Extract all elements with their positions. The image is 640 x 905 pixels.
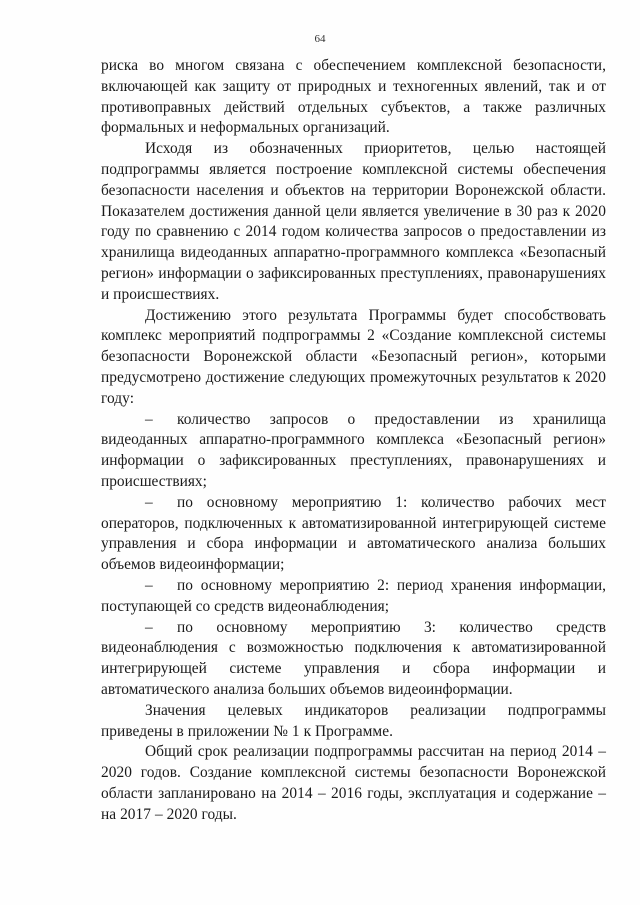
list-item [101, 618, 606, 701]
list-item-text: по основному мероприятию 2: период хранения информации, поступающей со средств видеонаблюдения; [101, 576, 606, 615]
list-marker: – [145, 410, 153, 428]
list-item [101, 410, 606, 493]
paragraph-duration: Общий срок реализации подпрограммы рассчитан на период 2014 – 2020 годов. Создание комплексной системы безопасности Воронежской области запланировано на 2014 – 2016 годы, эксплуатация и содержание – на 2017 – 2020 годы. [101, 743, 606, 823]
paragraph-indicators: Значения целевых индикаторов реализации подпрограммы приведены в приложении № 1 к Программе. [101, 701, 606, 740]
list-marker: – [145, 618, 153, 636]
list-item-text: количество запросов о предоставлении из хранилища видеоданных аппаратно-программного комплекса «Безопасный регион» информации о зафиксированных преступлениях, правонарушениях и происшествиях; [101, 410, 606, 490]
paragraph-continuation: риска во многом связана с обеспечением комплексной безопасности, включающей как защиту от природных и техногенных явлений, так и от противоправных действий отдельных субъектов, а также различных формальных и неформальных организаций. [101, 57, 606, 137]
list-item-text: по основному мероприятию 3: количество средств видеонаблюдения с возможностью подключения к автоматизированной интегрирующей системе управления и сбора информации и автоматического анализа больших объемов видеоинформации. [101, 618, 606, 698]
list-item [101, 576, 606, 618]
paragraph-goal: Исходя из обозначенных приоритетов, целью настоящей подпрограммы является построение комплексной системы обеспечения безопасности населения и объектов на территории Воронежской области. Показателем достижения данной цели является увеличение в 30 раз к 2020 году по сравнению с 2014 годом количества запросов о предоставлении из хранилища видеоданных аппаратно-программного комплекса «Безопасный регион» информации о зафиксированных преступлениях, правонарушениях и происшествиях. [101, 140, 606, 303]
document-body [101, 56, 606, 825]
list-marker: – [145, 576, 153, 594]
page-number: 64 [314, 33, 326, 45]
list-item-text: по основному мероприятию 1: количество рабочих мест операторов, подключенных к автоматизированной интегрирующей системе управления и сбора информации и автоматического анализа больших объемов видеоинформации; [101, 493, 606, 574]
list-marker: – [145, 493, 153, 511]
list-item [101, 493, 606, 576]
paragraph-measures: Достижению этого результата Программы будет способствовать комплекс мероприятий подпрограммы 2 «Создание комплексной системы безопасности Воронежской области «Безопасный регион», которыми предусмотрено достижение следующих промежуточных результатов к 2020 году: [101, 306, 606, 407]
